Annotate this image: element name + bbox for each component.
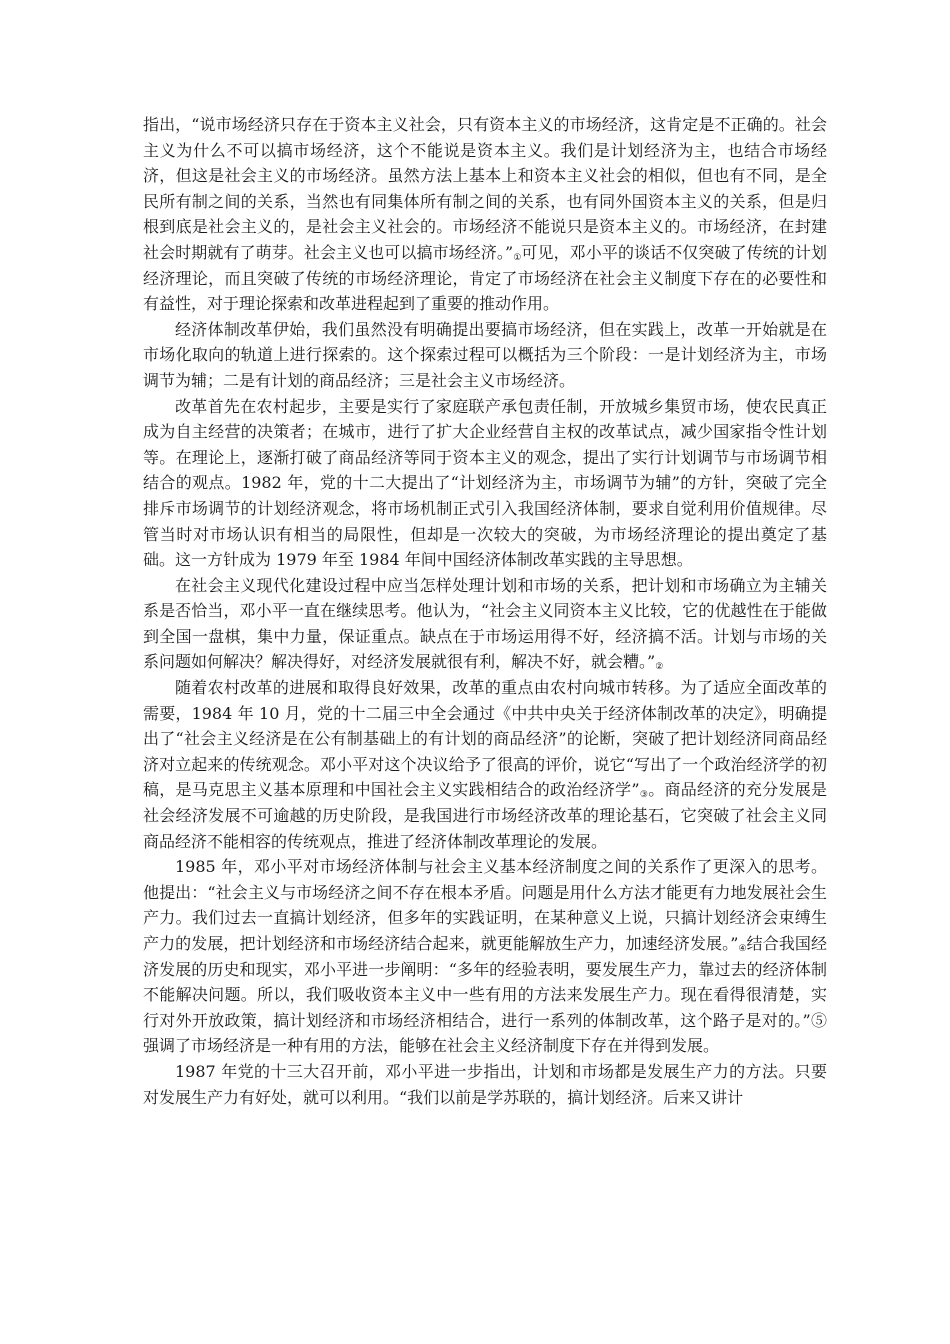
- paragraph-text: 1987 年党的十三大召开前，邓小平进一步指出，计划和市场都是发展生产力的方法。只要对发展生产力有好处，就可以利用。“我们以前是学苏联的，搞计划经济。后来又讲计: [143, 1061, 827, 1107]
- paragraph-5: [143, 675, 827, 854]
- footnote-marker: ①: [513, 252, 522, 263]
- paragraph-text: 可见，邓小平的谈话不仅突破了传统的计划经济理论，而且突破了传统的市场经济理论，肯定了市场经济在社会主义制度下存在的必要性和有益性，对于理论探索和改革进程起到了重要的推动作用。: [143, 242, 827, 314]
- paragraph-text: 。商品经济的充分发展是社会经济发展不可逾越的历史阶段，是我国进行市场经济改革的理论基石，它突破了社会主义同商品经济不能相容的传统观点，推进了经济体制改革理论的发展。: [143, 780, 827, 851]
- paragraph-6: [143, 854, 827, 1059]
- paragraph-text: 随着农村改革的进展和取得良好效果，改革的重点由农村向城市转移。为了适应全面改革的需要，1984 年 10 月，党的十二届三中全会通过《中共中央关于经济体制改革的决定》，明确提出了“社会主义经济是在公有制基础上的有计划的商品经济”的论断，突破了把计划经济同商品经济对立起来的传统观念。邓小平对这个决议给予了很高的评价，说它“写出了一个政治经济学的初稿，是马克思主义基本原理和中国社会主义实践相结合的政治经济学”: [143, 678, 827, 800]
- paragraph-7: [143, 1059, 827, 1110]
- paragraph-text: 1985 年，邓小平对市场经济体制与社会主义基本经济制度之间的关系作了更深入的思考。他提出：“社会主义与市场经济之间不存在根本矛盾。问题是用什么方法才能更有力地发展社会生产力。我们过去一直搞计划经济，但多年的实践证明，在某种意义上说，只搞计划经济会束缚生产力的发展，把计划经济和市场经济结合起来，就更能解放生产力，加速经济发展。”: [143, 857, 827, 953]
- footnote-marker: ②: [655, 662, 664, 673]
- paragraph-text: 在社会主义现代化建设过程中应当怎样处理计划和市场的关系，把计划和市场确立为主辅关系是否恰当，邓小平一直在继续思考。他认为，“社会主义同资本主义比较，它的优越性在于能做到全国一盘棋，集中力量，保证重点。缺点在于市场运用得不好，经济搞不活。计划与市场的关系问题如何解决？解决得好，对经济发展就很有利，解决不好，就会糟。”: [143, 575, 827, 672]
- paragraph-3: [143, 394, 827, 573]
- document-body: [143, 112, 827, 1110]
- paragraph-text: 指出，“说市场经济只存在于资本主义社会，只有资本主义的市场经济，这肯定是不正确的。社会主义为什么不可以搞市场经济，这个不能说是资本主义。我们是计划经济为主，也结合市场经济，但这是社会主义的市场经济。虽然方法上基本上和资本主义社会的相似，但也有不同，是全民所有制之间的关系，当然也有同集体所有制之间的关系，也有同外国资本主义的关系，但是归根到底是社会主义的，是社会主义社会的。市场经济不能说只是资本主义的。市场经济，在封建社会时期就有了萌芽。社会主义也可以搞市场经济。”: [143, 115, 827, 262]
- paragraph-text: 结合我国经济发展的历史和现实，邓小平进一步阐明：“多年的经验表明，要发展生产力，靠过去的经济体制不能解决问题。所以，我们吸收资本主义中一些有用的方法来发展生产力。现在看得很清楚，实行对外开放政策，搞计划经济和市场经济相结合，进行一系列的体制改革，这个路子是对的。”⑤强调了市场经济是一种有用的方法，能够在社会主义经济制度下存在并得到发展。: [143, 934, 827, 1056]
- paragraph-4: [143, 573, 827, 675]
- paragraph-text: 经济体制改革伊始，我们虽然没有明确提出要搞市场经济，但在实践上，改革一开始就是在市场化取向的轨道上进行探索的。这个探索过程可以概括为三个阶段：一是计划经济为主，市场调节为辅；二是有计划的商品经济；三是社会主义市场经济。: [143, 319, 827, 390]
- paragraph-2: [143, 317, 827, 394]
- paragraph-text: 改革首先在农村起步，主要是实行了家庭联产承包责任制，开放城乡集贸市场，使农民真正成为自主经营的决策者；在城市，进行了扩大企业经营自主权的改革试点，减少国家指令性计划等。在理论上，逐渐打破了商品经济等同于资本主义的观念，提出了实行计划调节与市场调节相结合的观点。1982 年，党的十二大提出了“计划经济为主，市场调节为辅”的方针，突破了完全排斥市场调节的计划经济观念，将市场机制正式引入我国经济体制，要求自觉利用价值规律。尽管当时对市场认识有相当的局限性，但却是一次较大的突破，为市场经济理论的提出奠定了基础。这一方针成为 1979 年至 1984 年间中国经济体制改革实践的主导思想。: [143, 396, 827, 570]
- footnote-marker: ③: [639, 790, 649, 801]
- paragraph-1: [143, 112, 827, 317]
- footnote-marker: ④: [738, 944, 747, 954]
